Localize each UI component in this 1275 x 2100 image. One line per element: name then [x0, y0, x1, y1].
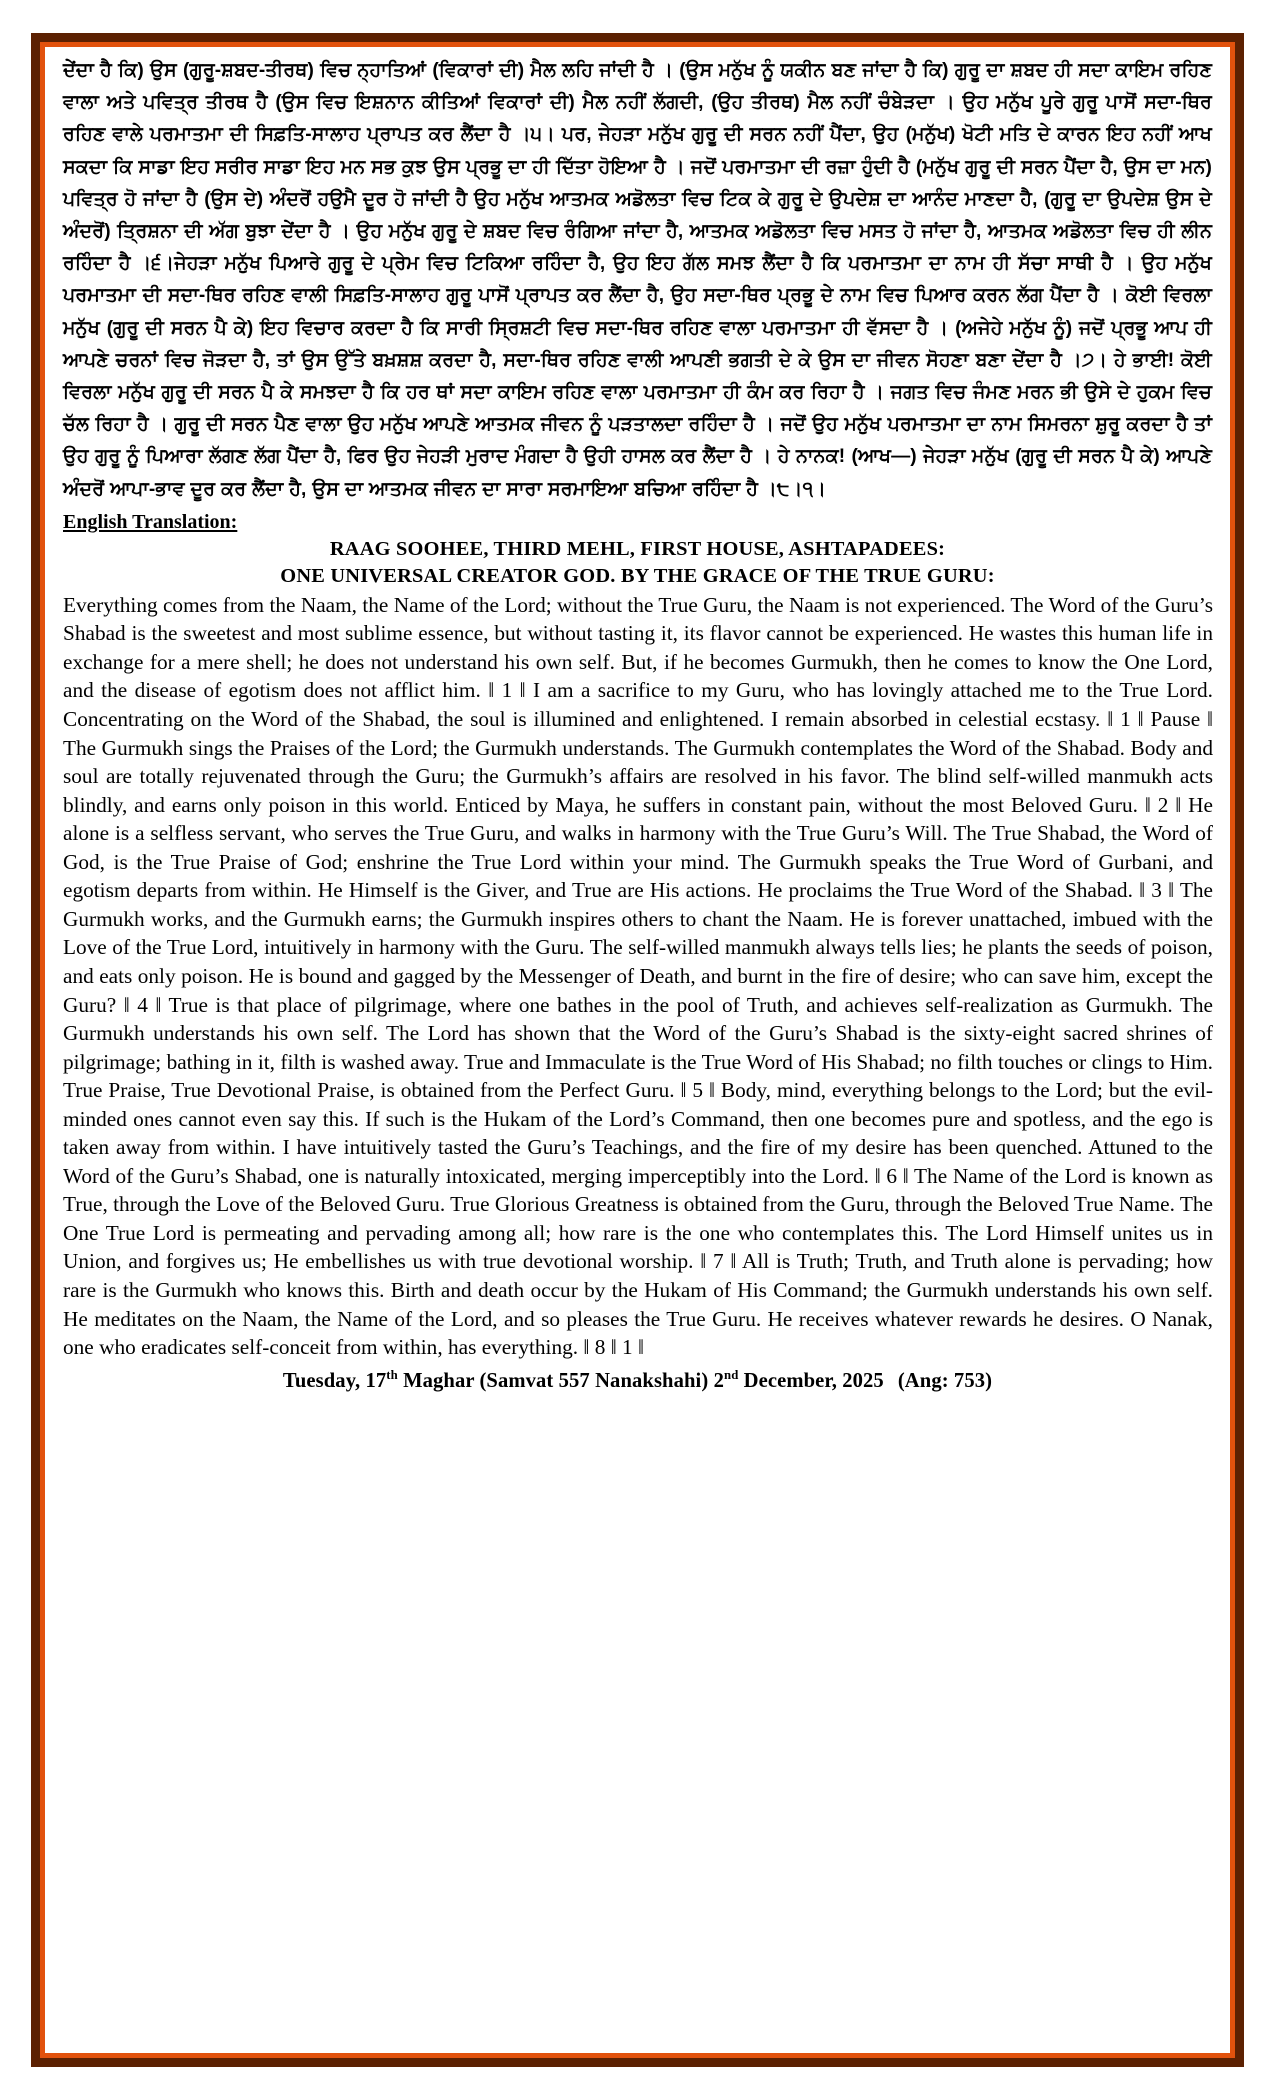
footer-gregorian-rest: December, 2025 — [743, 1369, 884, 1392]
footer-weekday: Tuesday, — [282, 1369, 361, 1392]
footer-nanakshahi-month: Maghar — [403, 1369, 475, 1392]
date-footer — [61, 1367, 1214, 1395]
footer-ang: (Ang: 753) — [897, 1369, 993, 1392]
inner-border-frame — [40, 42, 1235, 2058]
english-translation-heading: English Translation: — [63, 510, 238, 533]
raag-title-line: RAAG SOOHEE, THIRD MEHL, FIRST HOUSE, ASHTAPADEES: — [329, 537, 946, 560]
outer-border-frame — [31, 33, 1244, 2067]
footer-samvat: (Samvat 557 Nanakshahi) — [479, 1369, 709, 1392]
english-translation-body: Everything comes from the Naam, the Name of the Lord; without the True Guru, the Naam is not experienced. The Word of the Guru’s Shabad is the sweetest and most sublime essence, but without tasting it, its flavor cannot be experienced. He wastes this human life in exchange for a mere shell; he does not understand his own self. But, if he becomes Gurmukh, then he comes to know the One Lord, and the disease of egotism does not afflict him. ‖ 1 ‖ I am a sacrifice to my Guru, who has lovingly attached me to the True Lord. Concentrating on the Word of the Shabad, the soul is illumined and enlightened. I remain absorbed in celestial ecstasy. ‖ 1 ‖ Pause ‖ The Gurmukh sings the Praises of the Lord; the Gurmukh understands. The Gurmukh contemplates the Word of the Shabad. Body and soul are totally rejuvenated through the Guru; the Gurmukh’s affairs are resolved in his favor. The blind self-willed manmukh acts blindly, and earns only poison in this world. Enticed by Maya, he suffers in constant pain, without the most Beloved Guru. ‖ 2 ‖ He alone is a selfless servant, who serves the True Guru, and walks in harmony with the True Guru’s Will. The True Shabad, the Word of God, is the True Praise of God; enshrine the True Lord within your mind. The Gurmukh speaks the True Word of Gurbani, and egotism departs from within. He Himself is the Giver, and True are His actions. He proclaims the True Word of the Shabad. ‖ 3 ‖ The Gurmukh works, and the Gurmukh earns; the Gurmukh inspires others to chant the Naam. He is forever unattached, imbued with the Love of the True Lord, intuitively in harmony with the Guru. The self-willed manmukh always tells lies; he plants the seeds of poison, and eats only poison. He is bound and gagged by the Messenger of Death, and burnt in the fire of desire; who can save him, except the Guru? ‖ 4 ‖ True is that place of pilgrimage, where one bathes in the pool of Truth, and achieves self-realization as Gurmukh. The Gurmukh understands his own self. The Lord has shown that the Word of the Guru’s Shabad is the sixty-eight sacred shrines of pilgrimage; bathing in it, filth is washed away. True and Immaculate is the True Word of His Shabad; no filth touches or clings to Him. True Praise, True Devotional Praise, is obtained from the Perfect Guru. ‖ 5 ‖ Body, mind, everything belongs to the Lord; but the evil-minded ones cannot even say this. If such is the Hukam of the Lord’s Command, then one becomes pure and spotless, and the ego is taken away from within. I have intuitively tasted the Guru’s Teachings, and the fire of my desire has been quenched. Attuned to the Word of the Guru’s Shabad, one is naturally intoxicated, merging imperceptibly into the Lord. ‖ 6 ‖ The Name of the Lord is known as True, through the Love of the Beloved Guru. True Glorious Greatness is obtained from the Guru, through the Beloved True Name. The One True Lord is permeating and pervading among all; how rare is the one who contemplates this. The Lord Himself unites us in Union, and forgives us; He embellishes us with true devotional worship. ‖ 7 ‖ All is Truth; Truth, and Truth alone is pervading; how rare is the Gurmukh who knows this. Birth and death occur by the Hukam of His Command; the Gurmukh understands his own self. He meditates on the Naam, the Name of the Lord, and so pleases the True Guru. He receives whatever rewards he desires. O Nanak, one who eradicates self-conceit from within, has everything. ‖ 8 ‖ 1 ‖ — [63, 592, 1213, 1360]
footer-gregorian-day: 2 — [713, 1369, 724, 1392]
footer-gregorian-ordinal: nd — [724, 1367, 739, 1382]
footer-day-ordinal: th — [386, 1367, 398, 1382]
footer-day-number: 17 — [365, 1369, 387, 1392]
mool-mantar-line: ONE UNIVERSAL CREATOR GOD. BY THE GRACE OF THE TRUE GURU: — [280, 564, 995, 587]
page-content — [61, 55, 1214, 2047]
punjabi-gurmukhi-paragraph: ਦੇਂਦਾ ਹੈ ਕਿ) ਉਸ (ਗੁਰੂ-ਸ਼ਬਦ-ਤੀਰਥ) ਵਿਚ ਨ੍ਹਾਤਿਆਂ (ਵਿਕਾਰਾਂ ਦੀ) ਮੈਲ ਲਹਿ ਜਾਂਦੀ ਹੈ । (ਉਸ ਮਨੁੱਖ ਨੂੰ ਯਕੀਨ ਬਣ ਜਾਂਦਾ ਹੈ ਕਿ) ਗੁਰੂ ਦਾ ਸ਼ਬਦ ਹੀ ਸਦਾ ਕਾਇਮ ਰਹਿਣ ਵਾਲਾ ਅਤੇ ਪਵਿਤ੍ਰ ਤੀਰਥ ਹੈ (ਉਸ ਵਿਚ ਇਸ਼ਨਾਨ ਕੀਤਿਆਂ ਵਿਕਾਰਾਂ ਦੀ) ਮੈਲ ਨਹੀਂ ਲੱਗਦੀ, (ਉਹ ਤੀਰਥ) ਮੈਲ ਨਹੀਂ ਚੰਬੇੜਦਾ । ਉਹ ਮਨੁੱਖ ਪੂਰੇ ਗੁਰੂ ਪਾਸੋਂ ਸਦਾ-ਥਿਰ ਰਹਿਣ ਵਾਲੇ ਪਰਮਾਤਮਾ ਦੀ ਸਿਫ਼ਤਿ-ਸਾਲਾਹ ਪ੍ਰਾਪਤ ਕਰ ਲੈਂਦਾ ਹੈ ।੫। ਪਰ, ਜੇਹੜਾ ਮਨੁੱਖ ਗੁਰੂ ਦੀ ਸਰਨ ਨਹੀਂ ਪੈਂਦਾ, ਉਹ (ਮਨੁੱਖ) ਖੋਟੀ ਮਤਿ ਦੇ ਕਾਰਨ ਇਹ ਨਹੀਂ ਆਖ ਸਕਦਾ ਕਿ ਸਾਡਾ ਇਹ ਸਰੀਰ ਸਾਡਾ ਇਹ ਮਨ ਸਭ ਕੁਝ ਉਸ ਪ੍ਰਭੂ ਦਾ ਹੀ ਦਿੱਤਾ ਹੋਇਆ ਹੈ । ਜਦੋਂ ਪਰਮਾਤਮਾ ਦੀ ਰਜ਼ਾ ਹੁੰਦੀ ਹੈ (ਮਨੁੱਖ ਗੁਰੂ ਦੀ ਸਰਨ ਪੈਂਦਾ ਹੈ, ਉਸ ਦਾ ਮਨ) ਪਵਿਤ੍ਰ ਹੋ ਜਾਂਦਾ ਹੈ (ਉਸ ਦੇ) ਅੰਦਰੋਂ ਹਉਮੈ ਦੂਰ ਹੋ ਜਾਂਦੀ ਹੈ ਉਹ ਮਨੁੱਖ ਆਤਮਕ ਅਡੋਲਤਾ ਵਿਚ ਟਿਕ ਕੇ ਗੁਰੂ ਦੇ ਉਪਦੇਸ਼ ਦਾ ਆਨੰਦ ਮਾਣਦਾ ਹੈ, (ਗੁਰੂ ਦਾ ਉਪਦੇਸ਼ ਉਸ ਦੇ ਅੰਦਰੋਂ) ਤ੍ਰਿਸ਼ਨਾ ਦੀ ਅੱਗ ਬੁਝਾ ਦੇਂਦਾ ਹੈ । ਉਹ ਮਨੁੱਖ ਗੁਰੂ ਦੇ ਸ਼ਬਦ ਵਿਚ ਰੰਗਿਆ ਜਾਂਦਾ ਹੈ, ਆਤਮਕ ਅਡੋਲਤਾ ਵਿਚ ਮਸਤ ਹੋ ਜਾਂਦਾ ਹੈ, ਆਤਮਕ ਅਡੋਲਤਾ ਵਿਚ ਹੀ ਲੀਨ ਰਹਿੰਦਾ ਹੈ ।੬।ਜੇਹੜਾ ਮਨੁੱਖ ਪਿਆਰੇ ਗੁਰੂ ਦੇ ਪ੍ਰੇਮ ਵਿਚ ਟਿਕਿਆ ਰਹਿੰਦਾ ਹੈ, ਉਹ ਇਹ ਗੱਲ ਸਮਝ ਲੈਂਦਾ ਹੈ ਕਿ ਪਰਮਾਤਮਾ ਦਾ ਨਾਮ ਹੀ ਸੱਚਾ ਸਾਥੀ ਹੈ । ਉਹ ਮਨੁੱਖ ਪਰਮਾਤਮਾ ਦੀ ਸਦਾ-ਥਿਰ ਰਹਿਣ ਵਾਲੀ ਸਿਫ਼ਤਿ-ਸਾਲਾਹ ਗੁਰੂ ਪਾਸੋਂ ਪ੍ਰਾਪਤ ਕਰ ਲੈਂਦਾ ਹੈ, ਉਹ ਸਦਾ-ਥਿਰ ਪ੍ਰਭੂ ਦੇ ਨਾਮ ਵਿਚ ਪਿਆਰ ਕਰਨ ਲੱਗ ਪੈਂਦਾ ਹੈ । ਕੋਈ ਵਿਰਲਾ ਮਨੁੱਖ (ਗੁਰੂ ਦੀ ਸਰਨ ਪੈ ਕੇ) ਇਹ ਵਿਚਾਰ ਕਰਦਾ ਹੈ ਕਿ ਸਾਰੀ ਸ੍ਰਿਸ਼ਟੀ ਵਿਚ ਸਦਾ-ਥਿਰ ਰਹਿਣ ਵਾਲਾ ਪਰਮਾਤਮਾ ਹੀ ਵੱਸਦਾ ਹੈ । (ਅਜੇਹੇ ਮਨੁੱਖ ਨੂੰ) ਜਦੋਂ ਪ੍ਰਭੂ ਆਪ ਹੀ ਆਪਣੇ ਚਰਨਾਂ ਵਿਚ ਜੋੜਦਾ ਹੈ, ਤਾਂ ਉਸ ਉੱਤੇ ਬਖ਼ਸ਼ਸ਼ ਕਰਦਾ ਹੈ, ਸਦਾ-ਥਿਰ ਰਹਿਣ ਵਾਲੀ ਆਪਣੀ ਭਗਤੀ ਦੇ ਕੇ ਉਸ ਦਾ ਜੀਵਨ ਸੋਹਣਾ ਬਣਾ ਦੇਂਦਾ ਹੈ ।੭। ਹੇ ਭਾਈ! ਕੋਈ ਵਿਰਲਾ ਮਨੁੱਖ ਗੁਰੂ ਦੀ ਸਰਨ ਪੈ ਕੇ ਸਮਝਦਾ ਹੈ ਕਿ ਹਰ ਥਾਂ ਸਦਾ ਕਾਇਮ ਰਹਿਣ ਵਾਲਾ ਪਰਮਾਤਮਾ ਹੀ ਕੰਮ ਕਰ ਰਿਹਾ ਹੈ । ਜਗਤ ਵਿਚ ਜੰਮਣ ਮਰਨ ਭੀ ਉਸੇ ਦੇ ਹੁਕਮ ਵਿਚ ਚੱਲ ਰਿਹਾ ਹੈ । ਗੁਰੂ ਦੀ ਸਰਨ ਪੈਣ ਵਾਲਾ ਉਹ ਮਨੁੱਖ ਆਪਣੇ ਆਤਮਕ ਜੀਵਨ ਨੂੰ ਪੜਤਾਲਦਾ ਰਹਿੰਦਾ ਹੈ । ਜਦੋਂ ਉਹ ਮਨੁੱਖ ਪਰਮਾਤਮਾ ਦਾ ਨਾਮ ਸਿਮਰਨਾ ਸ਼ੁਰੂ ਕਰਦਾ ਹੈ ਤਾਂ ਉਹ ਗੁਰੂ ਨੂੰ ਪਿਆਰਾ ਲੱਗਣ ਲੱਗ ਪੈਂਦਾ ਹੈ, ਫਿਰ ਉਹ ਜੇਹੜੀ ਮੁਰਾਦ ਮੰਗਦਾ ਹੈ ਉਹੀ ਹਾਸਲ ਕਰ ਲੈਂਦਾ ਹੈ । ਹੇ ਨਾਨਕ! (ਆਖ—) ਜੇਹੜਾ ਮਨੁੱਖ (ਗੁਰੂ ਦੀ ਸਰਨ ਪੈ ਕੇ) ਆਪਣੇ ਅੰਦਰੋਂ ਆਪਾ-ਭਾਵ ਦੂਰ ਕਰ ਲੈਂਦਾ ਹੈ, ਉਸ ਦਾ ਆਤਮਕ ਜੀਵਨ ਦਾ ਸਾਰਾ ਸਰਮਾਇਆ ਬਚਿਆ ਰਹਿੰਦਾ ਹੈ ।੮।੧। — [63, 60, 1212, 500]
